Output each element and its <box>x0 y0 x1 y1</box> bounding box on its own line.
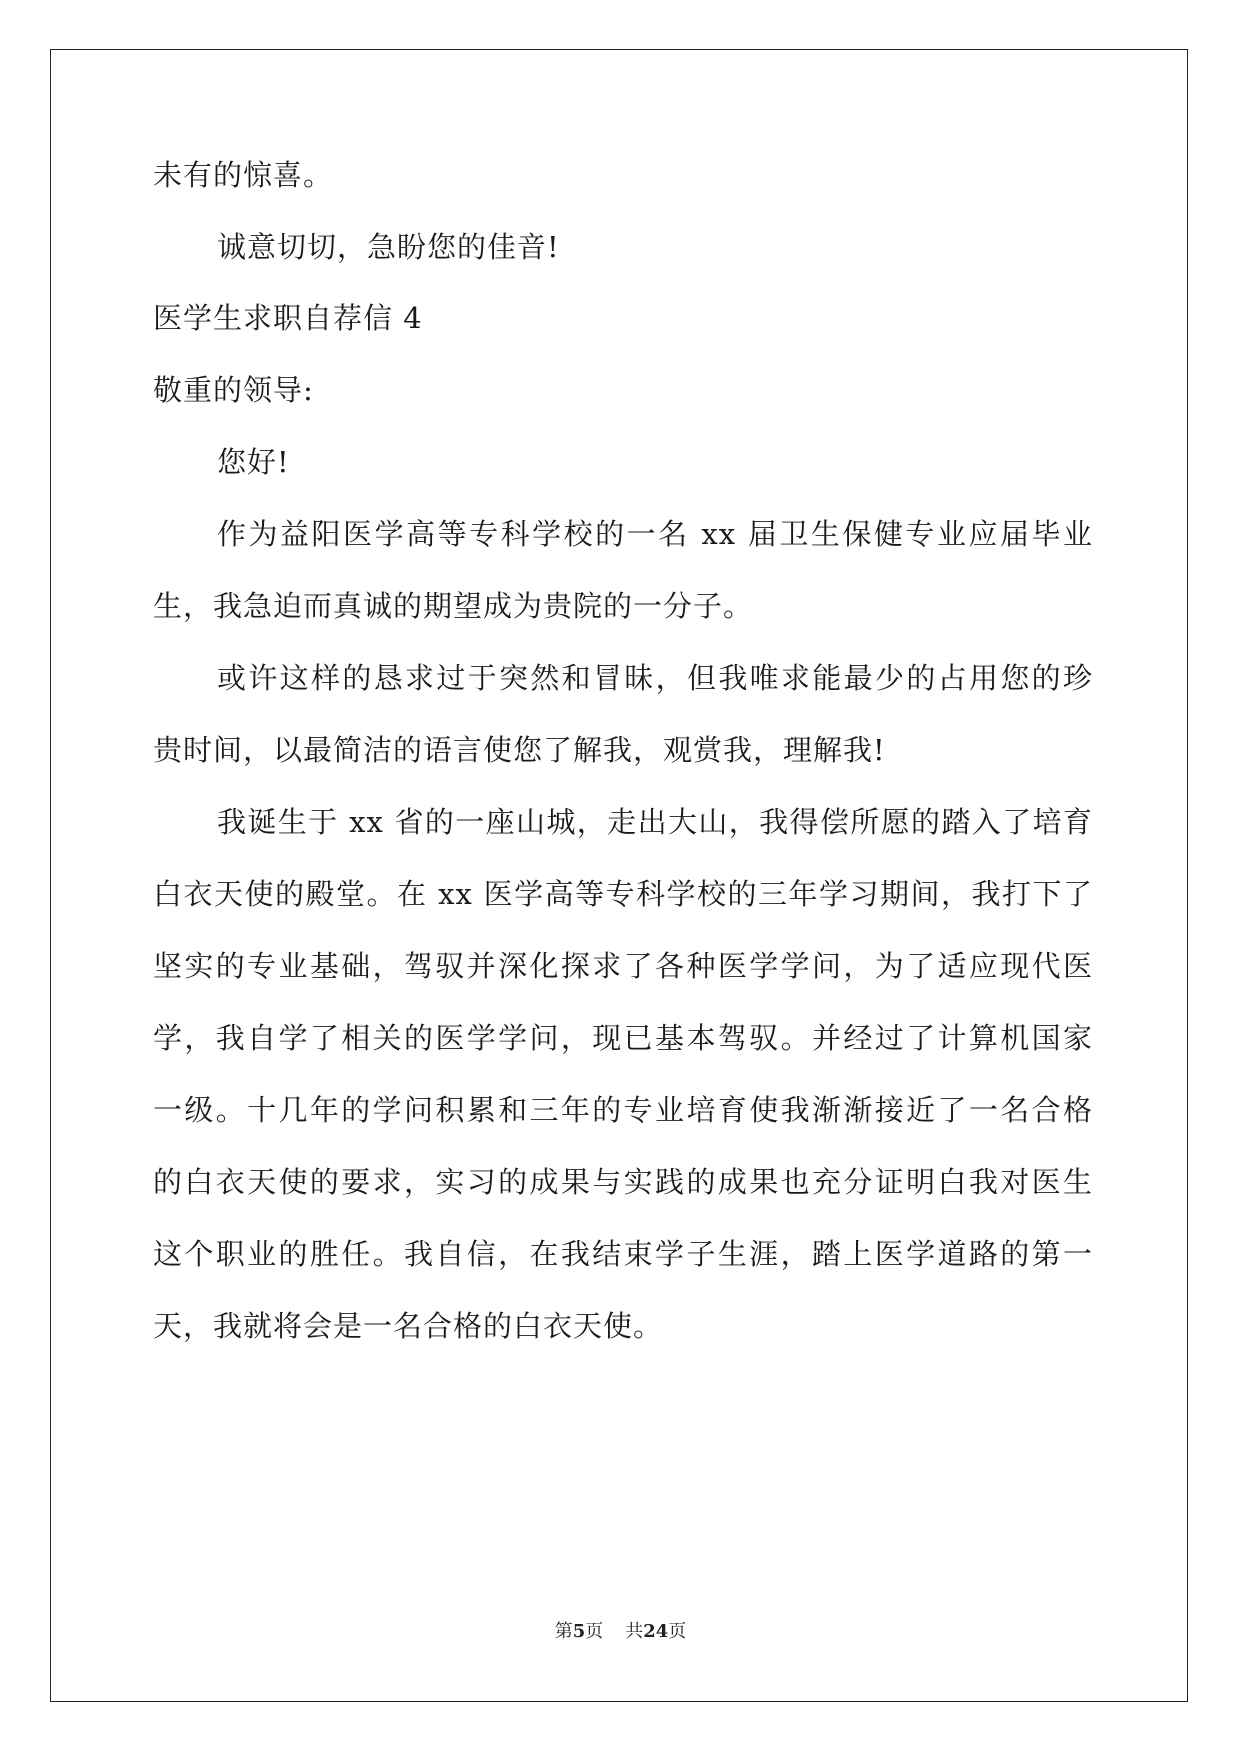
paragraph-line: 或许这样的恳求过于突然和冒昧，但我唯求能最少的占用您的珍 <box>217 661 1093 695</box>
paragraph-line: 这个职业的胜任。我自信，在我结束学子生涯，踏上医学道路的第一 <box>153 1237 1093 1271</box>
paragraph-line: 贵时间，以最简洁的语言使您了解我，观赏我，理解我! <box>153 733 886 767</box>
closing-line: 诚意切切，急盼您的佳音! <box>217 230 560 264</box>
paragraph-line: 学，我自学了相关的医学学问，现已基本驾驭。并经过了计算机国家 <box>153 1021 1093 1055</box>
total-prefix: 共 <box>625 1621 644 1642</box>
paragraph-line: 天，我就将会是一名合格的白衣天使。 <box>153 1309 664 1343</box>
page-footer <box>0 1621 1241 1643</box>
paragraph-line: 白衣天使的殿堂。在 xx 医学高等专科学校的三年学习期间，我打下了 <box>153 877 1093 911</box>
paragraph-line: 我诞生于 xx 省的一座山城，走出大山，我得偿所愿的踏入了培育 <box>217 805 1093 839</box>
paragraph-line: 一级。十几年的学问积累和三年的专业培育使我渐渐接近了一名合格 <box>153 1093 1093 1127</box>
paragraph-line: 坚实的专业基础，驾驭并深化探求了各种医学学问，为了适应现代医 <box>153 949 1093 983</box>
section-title: 医学生求职自荐信 4 <box>153 301 423 335</box>
page-frame <box>50 49 1188 1702</box>
page-prefix: 第 <box>554 1621 573 1642</box>
paragraph-line: 作为益阳医学高等专科学校的一名 xx 届卫生保健专业应届毕业 <box>217 517 1093 551</box>
page-number: 5 <box>572 1621 586 1642</box>
greeting: 您好! <box>217 445 290 479</box>
paragraph-line: 未有的惊喜。 <box>153 158 334 192</box>
page-suffix: 页 <box>585 1621 604 1642</box>
total-suffix: 页 <box>668 1621 687 1642</box>
salutation: 敬重的领导: <box>153 373 314 407</box>
paragraph-line: 的白衣天使的要求，实习的成果与实践的成果也充分证明白我对医生 <box>153 1165 1093 1199</box>
total-pages: 24 <box>643 1621 669 1642</box>
paragraph-line: 生，我急迫而真诚的期望成为贵院的一分子。 <box>153 589 754 623</box>
